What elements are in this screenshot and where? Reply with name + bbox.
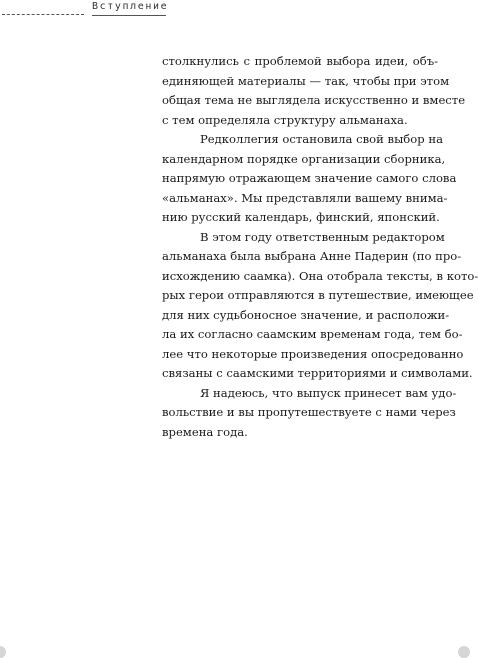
- scan-corner-mark: [458, 646, 470, 658]
- text-line: столкнулись с проблемой выбора идеи, объ-: [162, 54, 438, 68]
- scan-corner-mark: [0, 646, 6, 658]
- text-line: В этом году ответственным редактором: [200, 229, 445, 244]
- text-line: единяющей материалы — так, чтобы при этом: [162, 73, 450, 88]
- text-line: Редколлегия остановила свой выбор на: [200, 132, 444, 146]
- text-line: общая тема не выглядела искусственно и вместе: [162, 93, 466, 107]
- text-line: лее что некоторые произведения опосредованно: [162, 346, 464, 361]
- text-line: связаны с саамскими территориями и символами.: [162, 366, 473, 380]
- text-line: «альманах». Мы представляли вашему внима-: [162, 190, 448, 205]
- paragraph-4: [162, 384, 457, 443]
- header-underline: [92, 15, 166, 16]
- text-line: времена года.: [162, 424, 248, 439]
- text-line: напрямую отражающем значение самого слова: [162, 171, 457, 185]
- section-title: Вступление: [92, 1, 169, 12]
- text-line: календарном порядке организации сборника,: [162, 151, 446, 166]
- text-line: альманаха была выбрана Анне Падерин (по про-: [162, 249, 462, 263]
- text-line: Я надеюсь, что выпуск принесет вам удо-: [200, 385, 457, 400]
- running-header: [0, 0, 170, 22]
- paragraph-2: [162, 130, 457, 228]
- text-line: рых герои отправляются в путешествие, имеющее: [162, 288, 474, 302]
- text-line: нию русский календарь, финский, японский.: [162, 210, 440, 224]
- text-line: ла их согласно саамским временам года, тем бо-: [162, 327, 463, 341]
- header-dashed-rule: [2, 14, 84, 15]
- body-text: [162, 52, 478, 442]
- text-line: для них судьбоносное значение, и расположи-: [162, 307, 450, 322]
- text-line: вольствие и вы пропутешествуете с нами через: [162, 405, 456, 419]
- paragraph-3: [162, 228, 478, 384]
- paragraph-1: [162, 52, 466, 130]
- text-line: исхождению саамка). Она отобрала тексты, в кото-: [162, 268, 478, 283]
- text-line: с тем определяла структуру альманаха.: [162, 112, 408, 127]
